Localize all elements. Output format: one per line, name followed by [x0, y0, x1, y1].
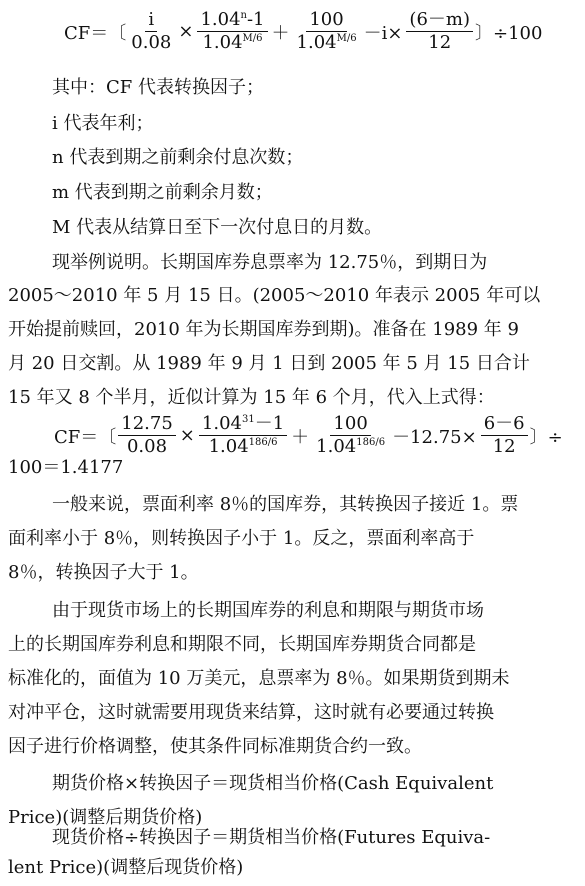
minus-i-times: －i× — [363, 22, 403, 44]
definition-intro: 其中：CF 代表转换因子； — [52, 77, 264, 98]
power-exponent: 186/6 — [248, 437, 278, 448]
spot-line-4: 对冲平仓，这时就需要用现货来结算，这时就有必要通过转换 — [8, 702, 494, 723]
fraction-principal — [294, 10, 360, 53]
definition-M: M 代表从结算日至下一次付息日的月数。 — [52, 217, 383, 238]
fraction-numerator: (6－m) — [406, 10, 473, 32]
fraction-numerator: 12.75 — [118, 414, 176, 436]
futures-equivalent-line-1: 现货价格÷转换因子＝期货相当价格(Futures Equiva- — [52, 827, 491, 848]
times-sign: × — [178, 21, 194, 42]
power-base: 1.04 — [296, 32, 337, 53]
spot-line-5: 因子进行价格调整，使其条件同标准期货合约一致。 — [8, 736, 422, 757]
example-line-2: 2005～2010 年 5 月 15 日。(2005～2010 年表示 2005 年可以 — [8, 285, 541, 306]
definition-m: m 代表到期之前剩余月数； — [52, 182, 273, 203]
power-exponent: 186/6 — [356, 437, 386, 448]
fraction-denominator — [313, 436, 388, 457]
power-exponent: M/6 — [242, 33, 263, 44]
example-line-1: 现举例说明。长期国库券息票率为 12.75％，到期日为 — [52, 252, 488, 273]
spot-line-3: 标准化的，面值为 10 万美元，息票率为 8％。如果期货到期未 — [8, 668, 510, 689]
definition-n: n 代表到期之前剩余付息次数； — [52, 147, 304, 168]
power-exponent: 31 — [241, 414, 255, 425]
futures-equivalent-line-2: lent Price)(调整后现货价格) — [8, 857, 244, 878]
fraction-denominator: 12 — [492, 436, 516, 457]
fraction-denominator: 12 — [428, 32, 452, 53]
general-line-3: 8％，转换因子大于 1。 — [8, 562, 199, 583]
conversion-factor-formula — [64, 10, 542, 53]
cash-equivalent-line-2: Price)(调整后期货价格) — [8, 807, 203, 828]
example-line-3: 开始提前赎回，2010 年为长期国库券到期)。准备在 1989 年 9 — [8, 319, 519, 340]
formula-tail: 〕÷ — [529, 426, 563, 448]
example-line-4: 月 20 日交割。从 1989 年 9 月 1 日到 2005 年 5 月 15 日合计 — [8, 353, 530, 374]
fraction-numerator: 100 — [330, 414, 370, 436]
fraction-denominator: 0.08 — [126, 436, 168, 457]
fraction-numerator: 6－6 — [481, 414, 528, 436]
power-exponent: n — [240, 10, 247, 21]
fraction-coupon-over-rate — [118, 414, 176, 457]
general-line-1: 一般来说，票面利率 8％的国库券，其转换因子接近 1。票 — [52, 494, 519, 515]
power-base: 1.04 — [201, 413, 242, 434]
power-base: 1.04 — [202, 32, 243, 53]
numerator-tail: －1 — [254, 413, 285, 434]
minus-coupon-times: －12.75× — [392, 426, 477, 448]
power-base: 1.04 — [208, 436, 249, 457]
power-exponent: M/6 — [336, 33, 357, 44]
fraction-denominator: 0.08 — [131, 32, 172, 53]
fraction-numerator — [199, 414, 287, 436]
fraction-numerator — [197, 10, 267, 32]
cash-equivalent-line-1: 期货价格×转换因子＝现货相当价格(Cash Equivalent — [52, 773, 494, 794]
spot-line-1: 由于现货市场上的长期国库券的利息和期限与期货市场 — [52, 600, 484, 621]
plus-sign: ＋ — [291, 426, 310, 448]
fraction-numerator: i — [145, 10, 157, 32]
fraction-i-over-rate — [128, 10, 174, 53]
formula-tail: 〕÷100 — [475, 22, 543, 44]
definition-i: i 代表年利； — [52, 113, 154, 134]
formula-lhs: CF＝〔 — [64, 22, 127, 44]
fraction-denominator — [199, 32, 265, 53]
spot-line-2: 上的长期国库券利息和期限不同，长期国库券期货合同都是 — [8, 634, 476, 655]
power-base: 1.04 — [200, 9, 241, 30]
example-calculation-formula — [54, 414, 563, 457]
numerator-tail: -1 — [246, 9, 265, 30]
plus-sign: ＋ — [271, 22, 290, 44]
example-line-5: 15 年又 8 个半月，近似计算为 15 年 6 个月，代入上式得： — [8, 387, 495, 408]
fraction-accrued — [406, 10, 473, 53]
fraction-annuity — [197, 10, 267, 53]
general-line-2: 面利率小于 8％，则转换因子小于 1。反之，票面利率高于 — [8, 528, 475, 549]
calculation-result: 100＝1.4177 — [8, 457, 124, 478]
power-base: 1.04 — [316, 436, 357, 457]
fraction-principal — [313, 414, 388, 457]
fraction-accrued — [481, 414, 528, 457]
fraction-numerator: 100 — [306, 10, 346, 32]
fraction-annuity — [199, 414, 287, 457]
fraction-denominator — [294, 32, 360, 53]
fraction-denominator — [206, 436, 281, 457]
times-sign: × — [179, 425, 195, 446]
formula-lhs: CF＝〔 — [54, 426, 117, 448]
